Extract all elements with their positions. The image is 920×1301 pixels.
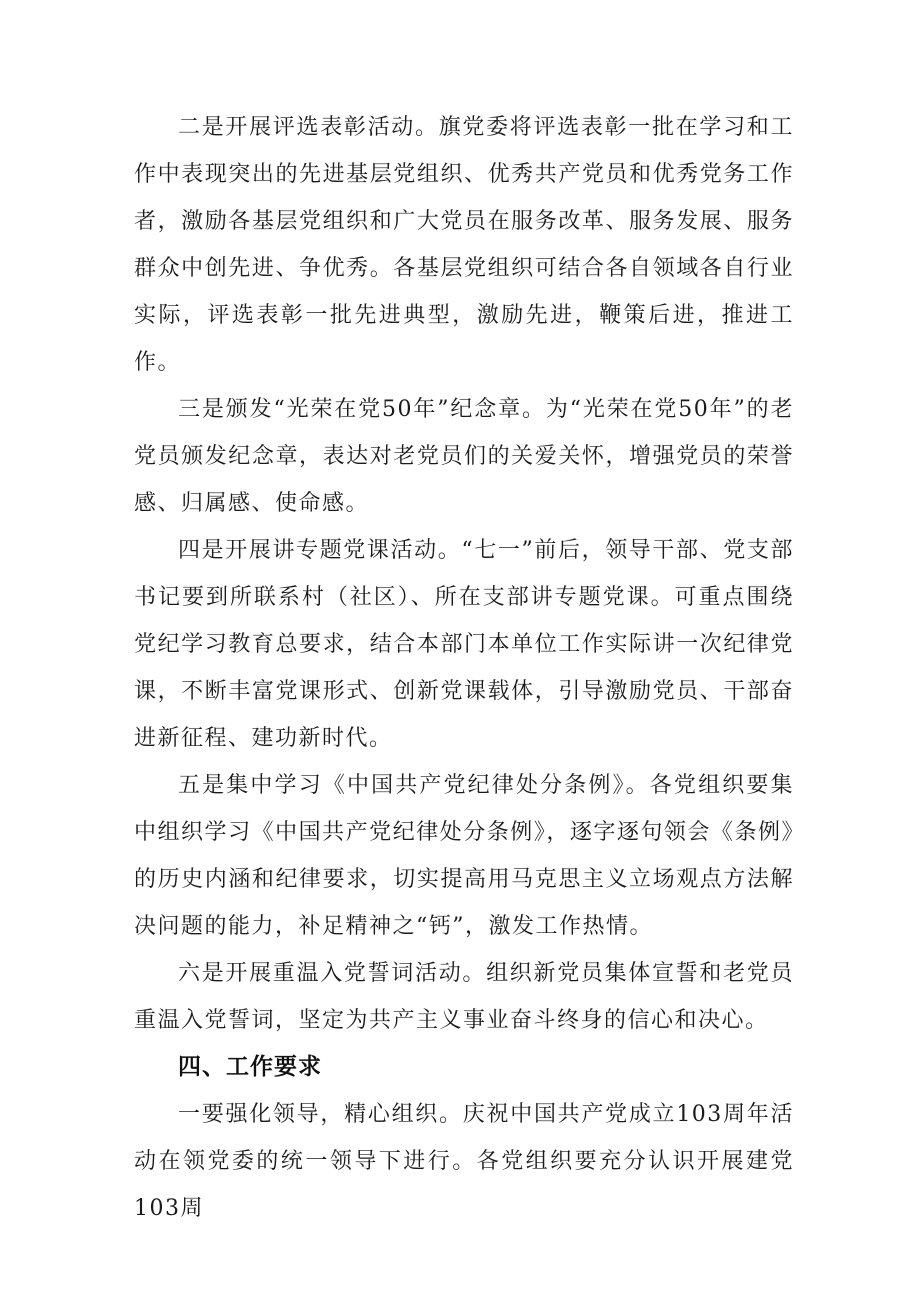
paragraph-awards: 二是开展评选表彰活动。旗党委将评选表彰一批在学习和工作中表现突出的先进基层党组织、优秀共产党员和优秀党务工作者，激励各基层党组织和广大党员在服务改革、服务发展、服务群众中创先进、争优秀。各基层党组织可结合各自领域各自行业实际，评选表彰一批先进典型，激励先进，鞭策后进，推进工作。	[134, 115, 794, 375]
section-heading: 四、工作要求	[178, 1054, 322, 1080]
document-body	[134, 104, 794, 1232]
paragraph-medals: 三是颁发“光荣在党50年”纪念章。为“光荣在党50年”的老党员颁发纪念章，表达对老党员们的关爱关怀，增强党员的荣誉感、归属感、使命感。	[134, 397, 794, 516]
paragraph-regulations-study: 五是集中学习《中国共产党纪律处分条例》。各党组织要集中组织学习《中国共产党纪律处分条例》，逐字逐句领会《条例》的历史内涵和纪律要求，切实提高用马克思主义立场观点方法解决问题的能力，补足精神之“钙”，激发工作热情。	[134, 773, 794, 939]
paragraph-oath: 六是开展重温入党誓词活动。组织新党员集体宣誓和老党员重温入党誓词，坚定为共产主义事业奋斗终身的信心和决心。	[134, 961, 794, 1033]
paragraph-leadership: 一要强化领导，精心组织。庆祝中国共产党成立103周年活动在领党委的统一领导下进行。各党组织要充分认识开展建党103周	[134, 1102, 794, 1221]
paragraph-party-lessons: 四是开展讲专题党课活动。“七一”前后，领导干部、党支部书记要到所联系村（社区）、所在支部讲专题党课。可重点围绕党纪学习教育总要求，结合本部门本单位工作实际讲一次纪律党课，不断丰富党课形式、创新党课载体，引导激励党员、干部奋进新征程、建功新时代。	[134, 538, 794, 751]
